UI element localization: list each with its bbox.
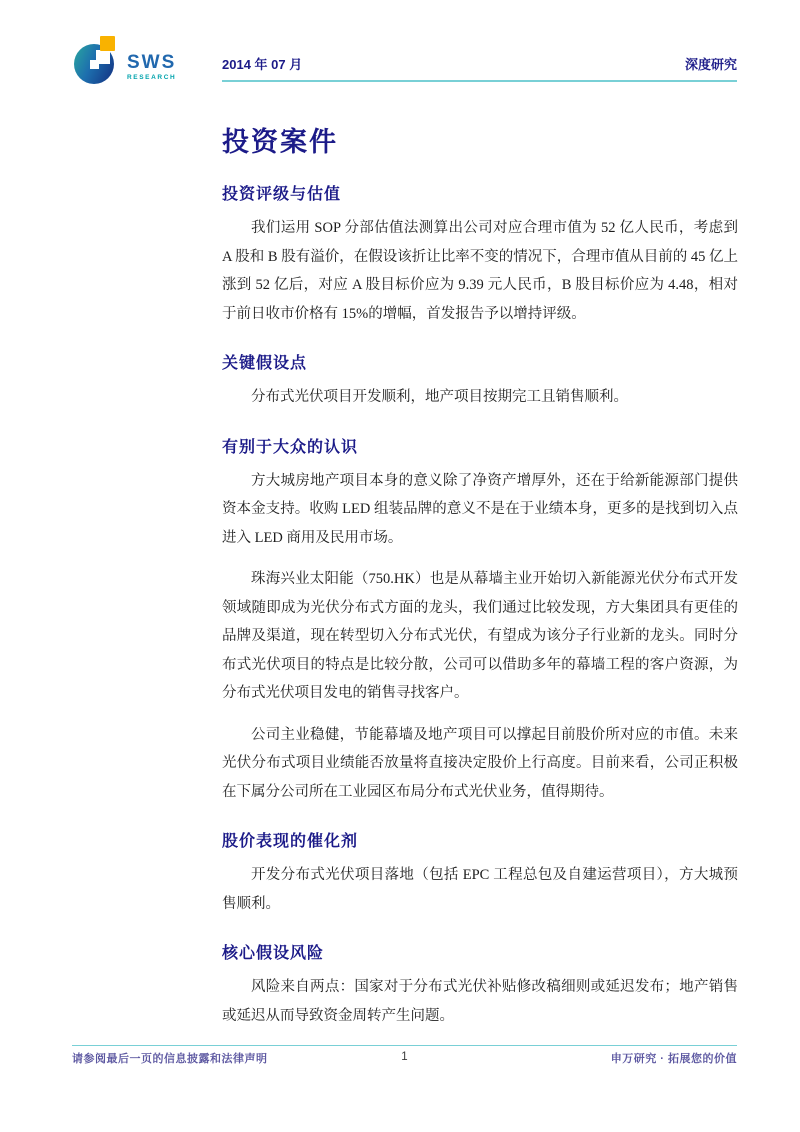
section-heading: 核心假设风险 [222,945,325,962]
page-header-rule [222,54,737,82]
section-investment-rating [222,181,738,328]
section-heading: 投资评级与估值 [222,186,342,203]
section-core-risks [222,940,738,1030]
sws-logo [74,36,176,86]
section-paragraph: 开发分布式光伏项目落地（包括 EPC 工程总包及自建运营项目），方大城预售顺利。 [222,867,738,912]
logo-orange-square [100,36,115,51]
section-heading: 有别于大众的认识 [222,438,359,456]
logo-subtitle-text: RESEARCH [127,73,177,81]
section-paragraph: 珠海兴业太阳能（750.HK）也是从幕墙主业开始切入新能源光伏分布式开发领域随即成为光伏分布式方面的龙头，我们通过比较发现，方大集团具有更佳的品牌及渠道，现在转型切入分布式光伏，有望成为该分子行业新的龙头。同时分布式光伏项目的特点是比较分散，公司可以借助多年的幕墙工程的客户资源，为分布式光伏项目发电的销售寻找客户。 [222,571,738,701]
page-footer [72,1045,737,1066]
section-paragraph: 方大城房地产项目本身的意义除了净资产增厚外，还在于给新能源部门提供资本金支持。收购 LED 组装品牌的意义不是在于业绩本身，更多的是找到切入点进入 LED 商用及民用市场。 [222,472,738,546]
page-title: 投资案件 [222,127,338,157]
section-paragraph: 我们运用 SOP 分部估值法测算出公司对应合理市值为 52 亿人民币，考虑到 A 股和 B 股有溢价，在假设该折让比率不变的情况下，合理市值从目前的 45 亿上涨到 52 亿后，对应 A 股目标价应为 9.39 元人民币，B 股目标价应为 4.48，相对于前日收市价格有 15%的增幅，首发报告予以增持评级。 [222,220,738,322]
section-differentiated-view [222,434,738,807]
sws-logo-icon [74,36,120,86]
section-paragraph: 公司主业稳健，节能幕墙及地产项目可以撑起目前股价所对应的市值。未来光伏分布式项目业绩能否放量将直接决定股价上行高度。目前来看，公司正积极在下属分公司所在工业园区布局分布式光伏业务，值得期待。 [222,726,738,800]
report-type-label: 深度研究 [684,57,737,72]
section-paragraph: 风险来自两点：国家对于分布式光伏补贴修改稿细则或延迟发布；地产销售或延迟从而导致资金周转产生问题。 [222,979,738,1024]
footer-disclaimer: 请参阅最后一页的信息披露和法律声明 [72,1053,268,1065]
section-key-assumptions [222,350,738,412]
footer-slogan: 申万研究 · 拓展您的价值 [610,1053,737,1065]
logo-square-shape [90,60,99,69]
section-paragraph: 分布式光伏项目开发顺利，地产项目按期完工且销售顺利。 [251,389,628,405]
logo-wordmark [127,41,176,82]
logo-brand-text: SWS [127,51,177,73]
report-body [222,112,738,1043]
section-heading: 股价表现的催化剂 [222,833,359,850]
section-share-price-catalyst [222,828,738,918]
section-heading: 关键假设点 [222,355,308,372]
page-number: 1 [401,1051,408,1063]
report-date: 2014 年 07 月 [222,57,303,72]
